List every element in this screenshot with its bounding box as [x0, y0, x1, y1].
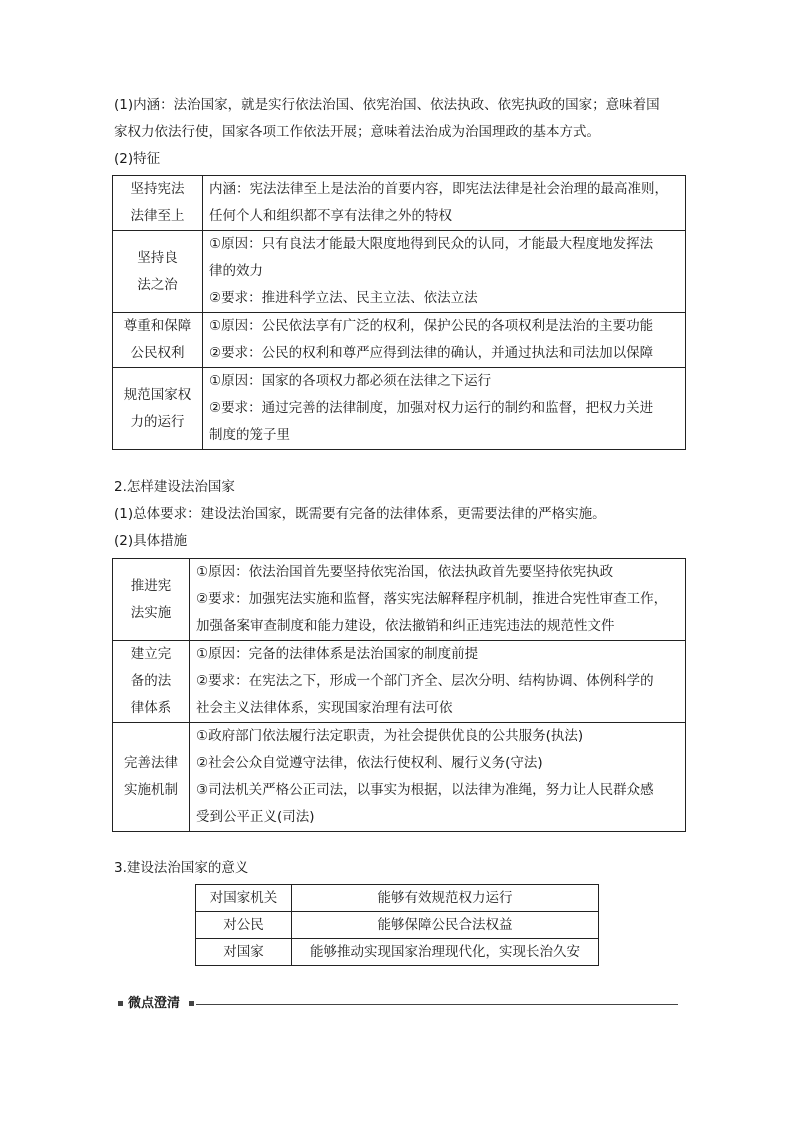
table-row [113, 176, 686, 231]
square-bullet-icon [189, 1001, 194, 1006]
clarify-section-header [114, 994, 686, 1014]
table-row [113, 368, 686, 450]
table-row-header: 对国家机关 [196, 885, 292, 912]
significance-table [195, 884, 599, 966]
table-row-content: ①原因：依法治国首先要坚持依宪治国，依法执政首先要坚持依宪执政 ②要求：加强宪法实施和监督，落实宪法解释程序机制，推进合宪性审查工作， 加强备案审查制度和能力建设，依法撤销和纠正违宪违法的规范性文件 [190, 559, 686, 641]
table-row-content: ①原因：完备的法律体系是法治国家的制度前提 ②要求：在宪法之下，形成一个部门齐全、层次分明、结构协调、体例科学的 社会主义法律体系，实现国家治理有法可依 [190, 641, 686, 723]
table-row-content: ①原因：国家的各项权力都必须在法律之下运行 ②要求：通过完善的法律制度，加强对权力运行的制约和监督，把权力关进 制度的笼子里 [203, 368, 686, 450]
table-row [113, 723, 686, 832]
table-row [196, 939, 599, 966]
table-row [196, 885, 599, 912]
section-2-title: 2.怎样建设法治国家 [114, 479, 235, 495]
section-3-title: 3.建设法治国家的意义 [114, 860, 249, 876]
intro-paragraph [114, 92, 686, 173]
table-row-header: 规范国家权 力的运行 [113, 368, 203, 450]
intro-line-1: (1)内涵：法治国家，就是实行依法治国、依宪治国、依法执政、依宪执政的国家；意味着国 [114, 97, 660, 113]
table-row-content: 能够保障公民合法权益 [292, 912, 599, 939]
table-row-content: 能够推动实现国家治理现代化，实现长治久安 [292, 939, 599, 966]
measures-table [112, 558, 686, 832]
table-row [113, 313, 686, 368]
table-row [113, 559, 686, 641]
table-row-header: 尊重和保障 公民权利 [113, 313, 203, 368]
intro-line-2: 家权力依法行使，国家各项工作依法开展；意味着法治成为治国理政的基本方式。 [114, 124, 600, 140]
table-row-content: 内涵：宪法法律至上是法治的首要内容，即宪法法律是社会治理的最高准则， 任何个人和组织都不享有法律之外的特权 [203, 176, 686, 231]
table-row-content: ①政府部门依法履行法定职责，为社会提供优良的公共服务(执法) ②社会公众自觉遵守法律，依法行使权利、履行义务(守法) ③司法机关严格公正司法，以事实为根据，以法律为准绳，努力让人民群众感 受到公平正义(司法) [190, 723, 686, 832]
table-row-header: 完善法律 实施机制 [113, 723, 190, 832]
measures-label: (2)具体措施 [114, 533, 188, 549]
divider [196, 1004, 678, 1005]
table-row-content: 能够有效规范权力运行 [292, 885, 599, 912]
table-row-header: 建立完 备的法 律体系 [113, 641, 190, 723]
table-row [113, 641, 686, 723]
square-bullet-icon [118, 1001, 123, 1006]
section-3 [114, 855, 686, 882]
table-row-header: 对公民 [196, 912, 292, 939]
table-row [113, 231, 686, 313]
table-row-header: 坚持宪法 法律至上 [113, 176, 203, 231]
features-label: (2)特征 [114, 151, 161, 167]
table-row-content: ①原因：只有良法才能最大限度地得到民众的认同，才能最大程度地发挥法 律的效力 ②要求：推进科学立法、民主立法、依法立法 [203, 231, 686, 313]
section-2 [114, 474, 686, 555]
table-row [196, 912, 599, 939]
table-row-header: 坚持良 法之治 [113, 231, 203, 313]
features-table [112, 175, 686, 450]
table-row-header: 推进宪 法实施 [113, 559, 190, 641]
table-row-content: ①原因：公民依法享有广泛的权利，保护公民的各项权利是法治的主要功能 ②要求：公民的权利和尊严应得到法律的确认，并通过执法和司法加以保障 [203, 313, 686, 368]
clarify-label: 微点澄清 [128, 996, 181, 1011]
table-row-header: 对国家 [196, 939, 292, 966]
overall-requirement: (1)总体要求：建设法治国家，既需要有完备的法律体系，更需要法律的严格实施。 [114, 506, 606, 522]
